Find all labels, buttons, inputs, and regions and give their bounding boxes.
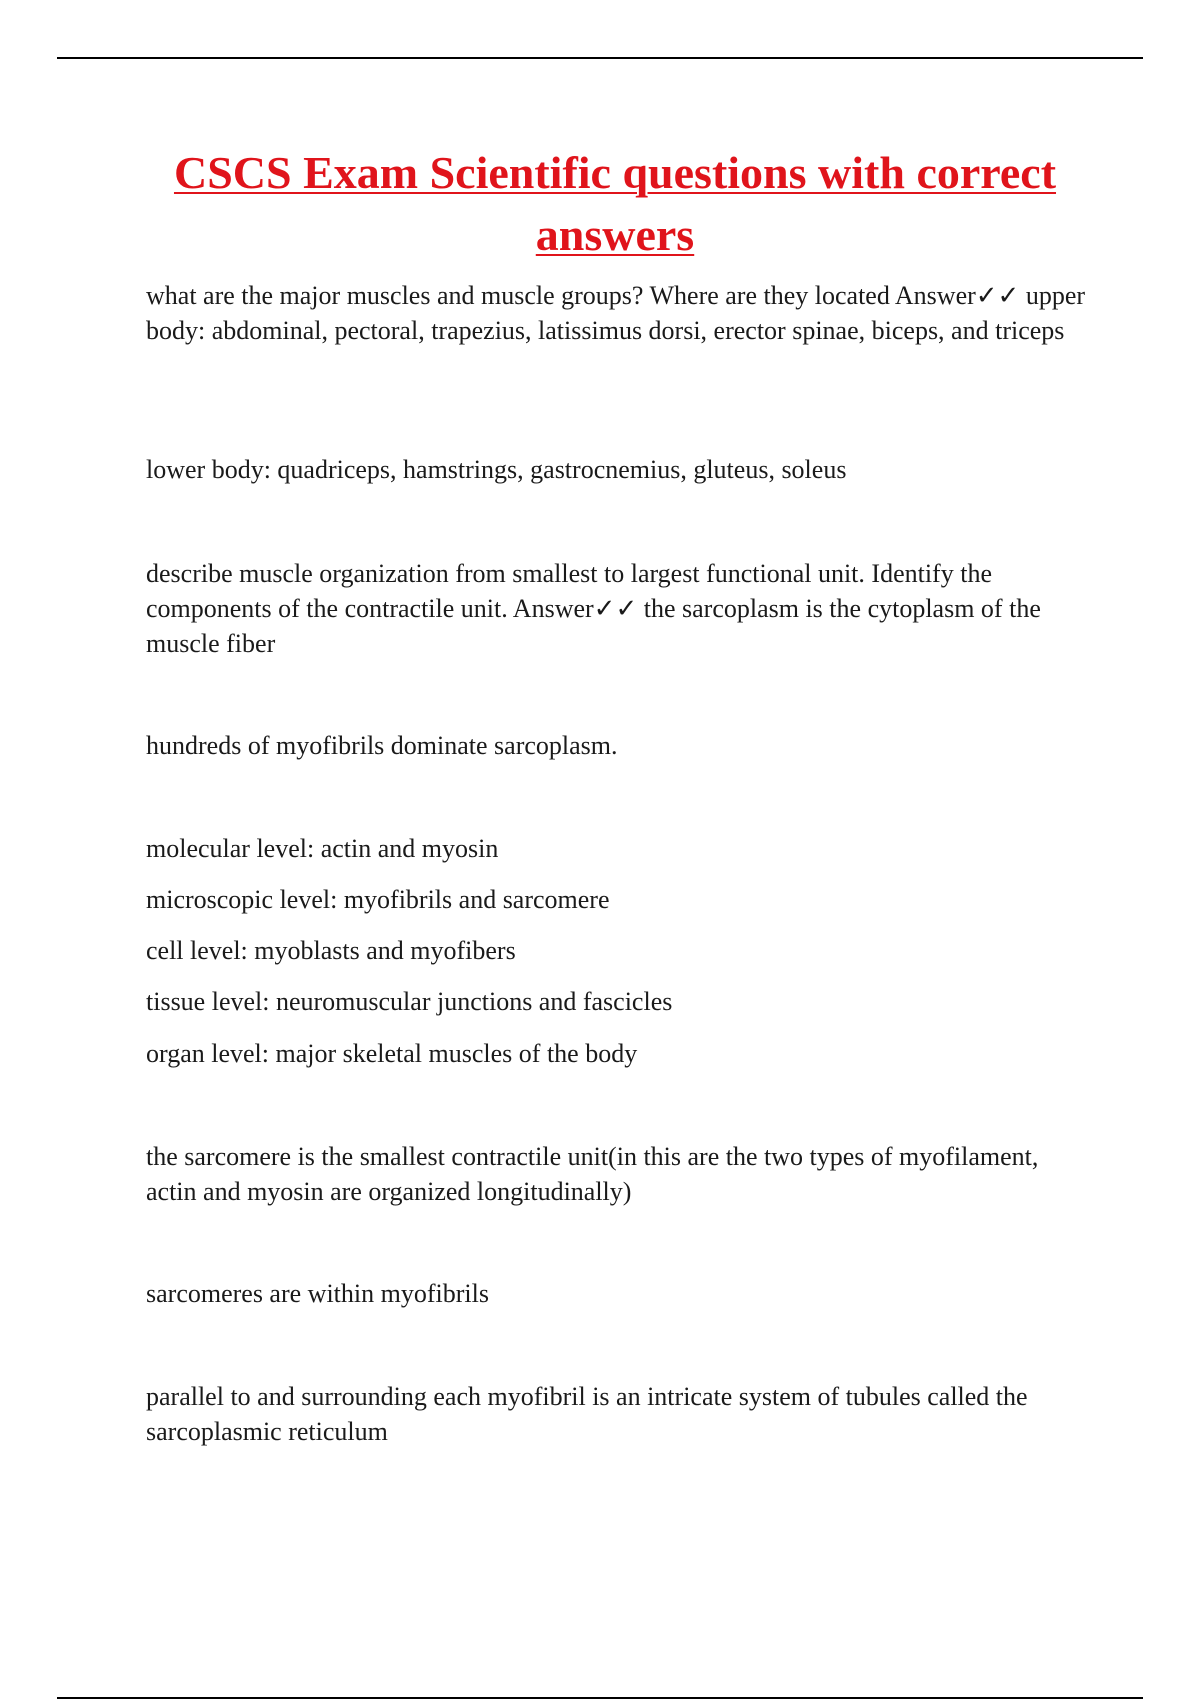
answer-myofibrils: hundreds of myofibrils dominate sarcoplasm. xyxy=(146,731,618,760)
answer-sarcoplasmic-reticulum: parallel to and surrounding each myofibril is an intricate system of tubules called the sarcoplasmic reticulum xyxy=(146,1382,1028,1446)
answer-sarcomeres-within: sarcomeres are within myofibrils xyxy=(146,1279,489,1308)
question-muscle-groups: what are the major muscles and muscle groups? Where are they located Answer✓✓ upper body: abdominal, pectoral, trapezius, latissimus dorsi, erector spinae, biceps, and triceps xyxy=(146,281,1086,345)
top-rule xyxy=(57,57,1143,59)
answer-lower-body: lower body: quadriceps, hamstrings, gastrocnemius, gluteus, soleus xyxy=(146,455,847,484)
level-cell: cell level: myoblasts and myofibers xyxy=(146,936,516,965)
level-molecular: molecular level: actin and myosin xyxy=(146,834,499,863)
level-organ: organ level: major skeletal muscles of the body xyxy=(146,1039,638,1068)
question-muscle-organization: describe muscle organization from smallest to largest functional unit. Identify the components of the contractile unit. Answer✓✓ the sarcoplasm is the cytoplasm of the muscle fiber xyxy=(146,559,1041,658)
page-title: CSCS Exam Scientific questions with correct answers xyxy=(173,147,1057,260)
level-tissue: tissue level: neuromuscular junctions and fascicles xyxy=(146,987,673,1016)
bottom-rule xyxy=(57,1697,1143,1699)
level-microscopic: microscopic level: myofibrils and sarcomere xyxy=(146,885,610,914)
answer-sarcomere: the sarcomere is the smallest contractile unit(in this are the two types of myofilament, actin and myosin are organized longitudinally) xyxy=(146,1142,1039,1206)
